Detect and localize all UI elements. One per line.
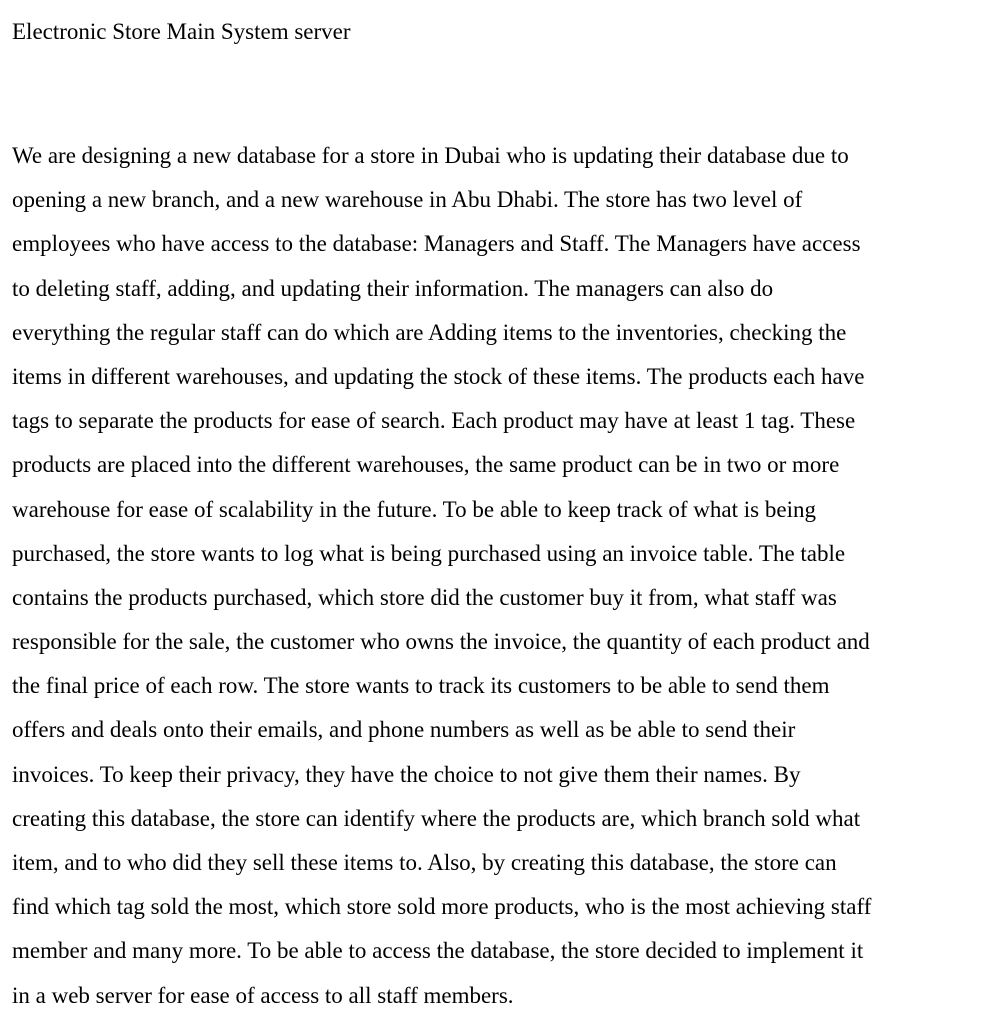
- body-line: to deleting staff, adding, and updating their information. The managers can also do: [12, 275, 774, 301]
- body-line: warehouse for ease of scalability in the future. To be able to keep track of what is being: [12, 496, 816, 522]
- body-line: products are placed into the different warehouses, the same product can be in two or more: [12, 452, 840, 478]
- body-line: member and many more. To be able to access the database, the store decided to implement it: [12, 938, 864, 964]
- body-line: everything the regular staff can do which are Adding items to the inventories, checking the: [12, 319, 847, 345]
- body-line: employees who have access to the database: Managers and Staff. The Managers have access: [12, 231, 861, 257]
- body-line: We are designing a new database for a store in Dubai who is updating their database due to: [12, 143, 849, 168]
- document-body: [12, 134, 988, 1018]
- body-line: items in different warehouses, and updating the stock of these items. The products each have: [12, 363, 865, 389]
- body-line: invoices. To keep their privacy, they have the choice to not give them their names. By: [12, 761, 801, 787]
- body-line: offers and deals onto their emails, and phone numbers as well as be able to send their: [12, 717, 796, 743]
- body-line: item, and to who did they sell these items to. Also, by creating this database, the store can: [12, 850, 837, 875]
- body-line: creating this database, the store can identify where the products are, which branch sold what: [12, 805, 861, 831]
- body-line: opening a new branch, and a new warehouse in Abu Dhabi. The store has two level of: [12, 187, 803, 213]
- body-line: tags to separate the products for ease of search. Each product may have at least 1 tag. These: [12, 408, 856, 434]
- body-line: the final price of each row. The store wants to track its customers to be able to send them: [12, 673, 830, 699]
- body-line: find which tag sold the most, which store sold more products, who is the most achieving staff: [12, 894, 872, 920]
- body-line: in a web server for ease of access to all staff members.: [12, 982, 514, 1008]
- body-line: contains the products purchased, which store did the customer buy it from, what staff was: [12, 584, 837, 610]
- body-line: responsible for the sale, the customer who owns the invoice, the quantity of each product and: [12, 629, 870, 655]
- document-title: Electronic Store Main System server: [12, 19, 351, 44]
- body-line: purchased, the store wants to log what is being purchased using an invoice table. The table: [12, 540, 846, 566]
